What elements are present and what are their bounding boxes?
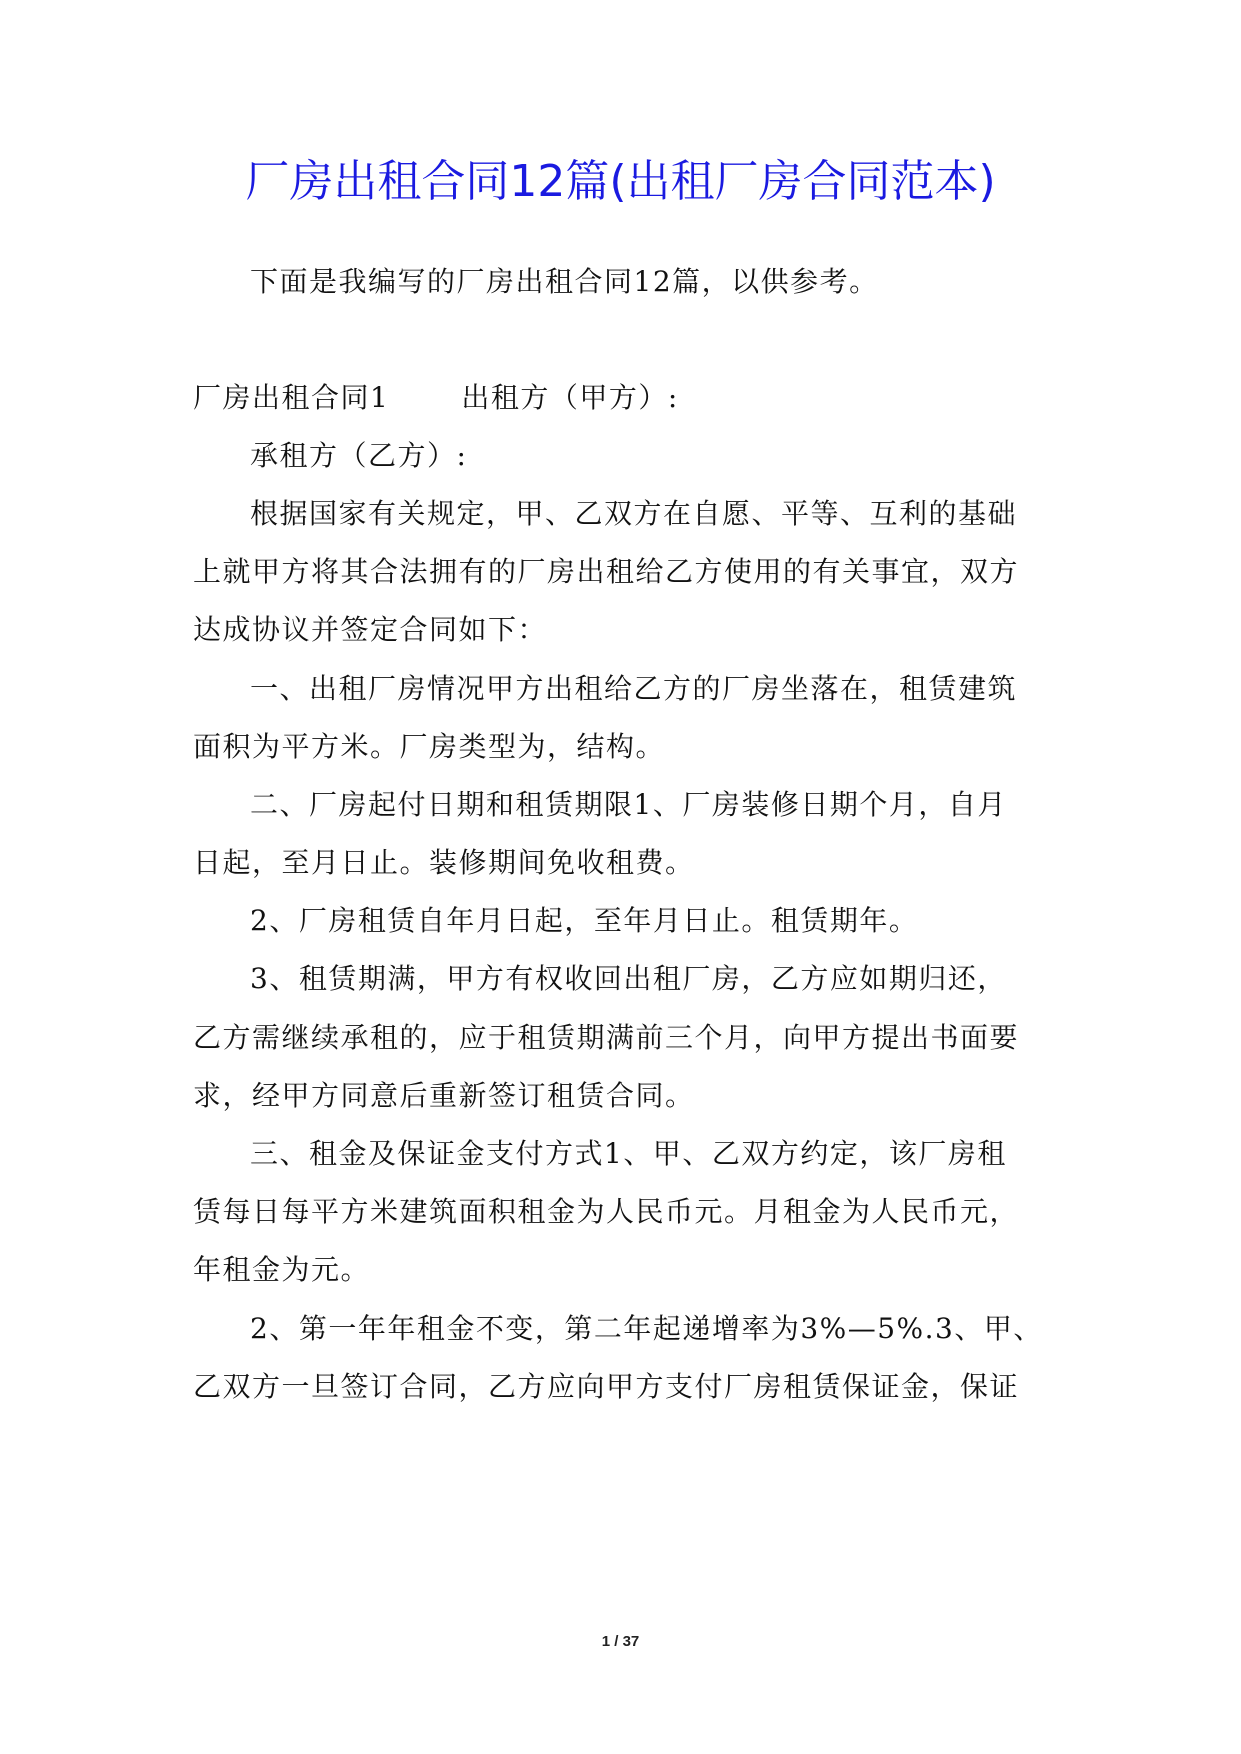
body-line: 乙双方一旦签订合同，乙方应向甲方支付厂房租赁保证金，保证 (193, 1370, 1020, 1403)
intro-paragraph: 下面是我编写的厂房出租合同12篇，以供参考。 (250, 265, 879, 298)
body-line: 3、租赁期满，甲方有权收回出租厂房，乙方应如期归还， (250, 962, 1007, 995)
body-line: 三、租金及保证金支付方式1、甲、乙双方约定，该厂房租 (250, 1137, 1007, 1170)
body-line: 面积为平方米。厂房类型为，结构。 (193, 730, 666, 763)
section-heading: 厂房出租合同1 (193, 381, 390, 414)
body-line: 赁每日每平方米建筑面积租金为人民币元。月租金为人民币元， (193, 1195, 1020, 1228)
lessor-label: 出租方（甲方）: (461, 381, 679, 414)
section-heading-line (193, 378, 1053, 418)
body-line: 2、厂房租赁自年月日起，至年月日止。租赁期年。 (250, 904, 919, 937)
body-line: 乙方需继续承租的，应于租赁期满前三个月，向甲方提出书面要 (193, 1021, 1020, 1054)
document-title: 厂房出租合同12篇(出租厂房合同范本) (245, 156, 996, 207)
body-line: 根据国家有关规定，甲、乙双方在自愿、平等、互利的基础 (250, 497, 1018, 530)
body-line: 2、第一年年租金不变，第二年起递增率为3%—5%.3、甲、 (250, 1312, 1043, 1345)
body-line: 日起，至月日止。装修期间免收租费。 (193, 846, 695, 879)
body-line: 年租金为元。 (193, 1253, 371, 1286)
body-line: 一、出租厂房情况甲方出租给乙方的厂房坐落在，租赁建筑 (250, 672, 1018, 705)
lessee-label: 承租方（乙方）: (250, 439, 468, 472)
body-line: 二、厂房起付日期和租赁期限1、厂房装修日期个月，自月 (250, 788, 1007, 821)
body-line: 上就甲方将其合法拥有的厂房出租给乙方使用的有关事宜，双方 (193, 555, 1020, 588)
body-line: 达成协议并签定合同如下： (193, 613, 548, 646)
page-number: 1 / 37 (601, 1633, 640, 1650)
body-line: 求，经甲方同意后重新签订租赁合同。 (193, 1079, 695, 1112)
